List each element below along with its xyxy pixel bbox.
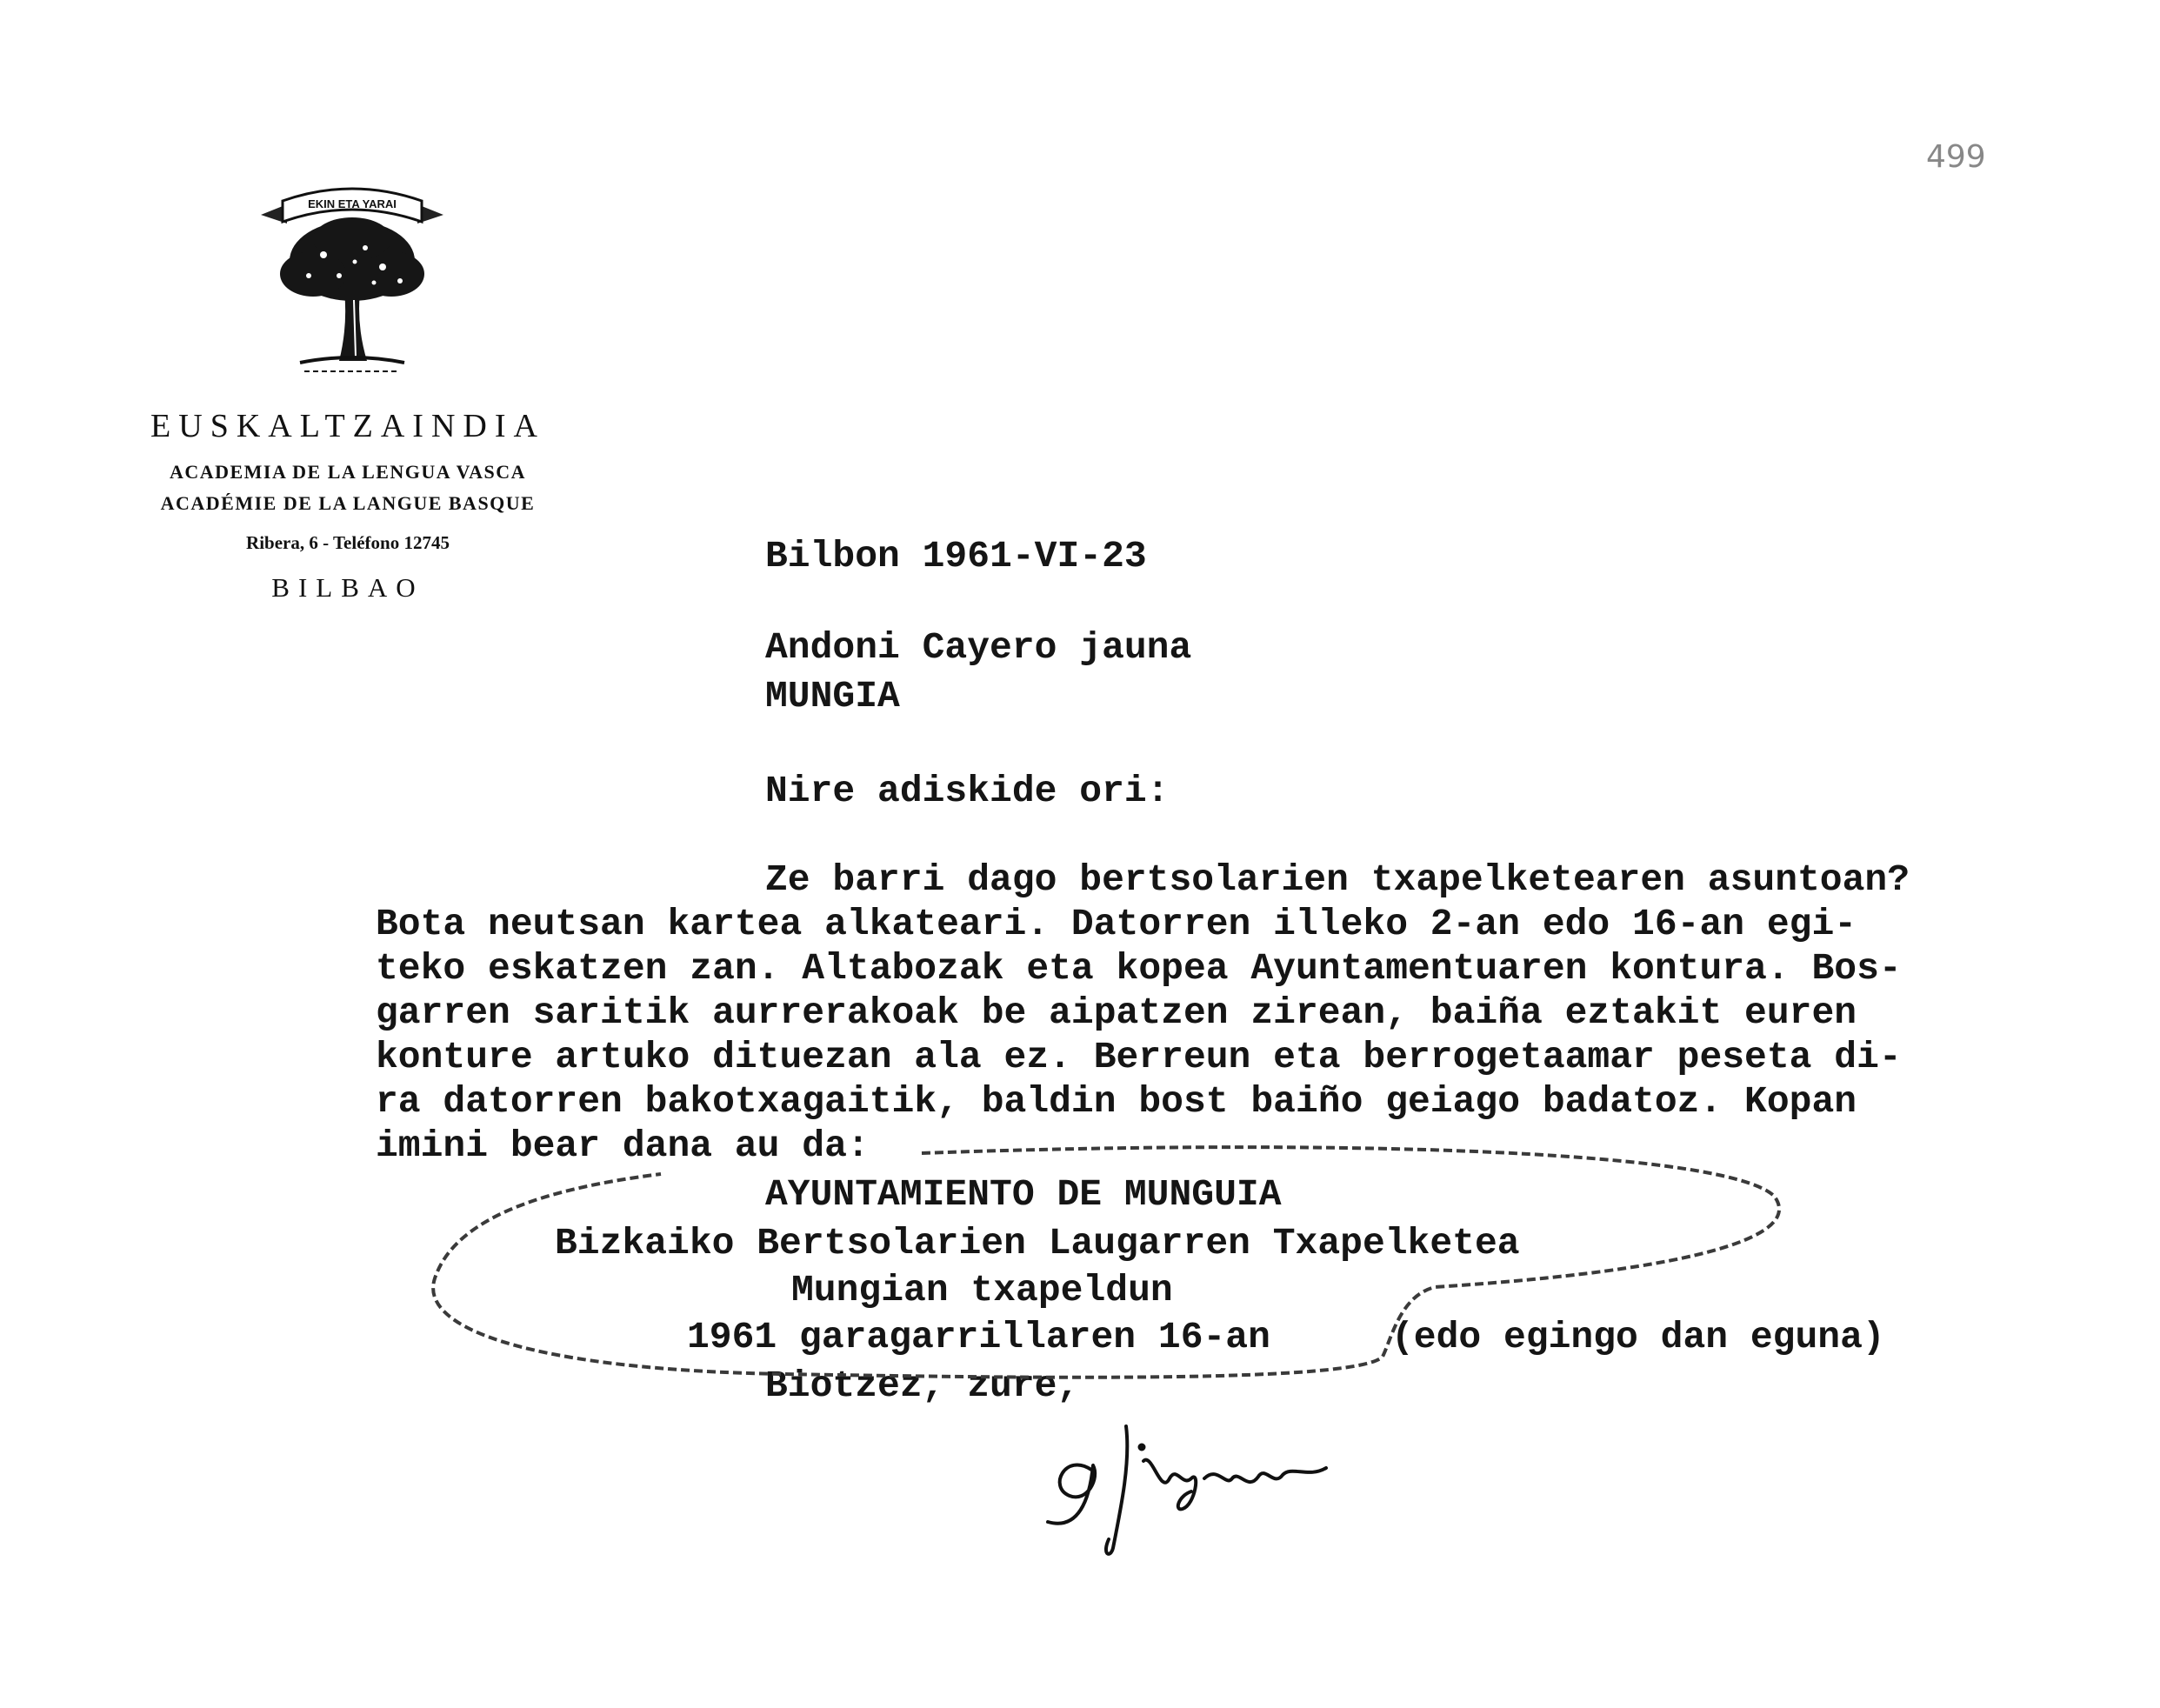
letter-date: Bilbon 1961-VI-23 xyxy=(765,535,1147,577)
body-line: konture artuko dituezan ala ez. Berreun eta berrogetaamar peseta di- xyxy=(376,1036,1902,1078)
inscription-note: (edo egingo dan eguna) xyxy=(1391,1316,1885,1358)
tree-emblem-logo xyxy=(252,178,452,383)
institution-name-spanish: ACADEMIA DE LA LENGUA VASCA xyxy=(169,461,527,483)
letter-body xyxy=(376,857,2123,1168)
inscription-line: Mungian txapeldun xyxy=(791,1269,1173,1311)
body-line: teko eskatzen zan. Altabozak eta kopea Ayuntamentuaren kontura. Bos- xyxy=(376,947,1902,990)
archive-number: 499 xyxy=(1926,139,1986,175)
inscription-line: Bizkaiko Bertsolarien Laugarren Txapelketea xyxy=(555,1222,1520,1264)
inscription-line: 1961 garagarrillaren 16-an xyxy=(687,1316,1270,1358)
institution-name: EUSKALTZAINDIA xyxy=(150,408,545,444)
institution-city: BILBAO xyxy=(271,572,424,603)
body-line: imini bear dana au da: xyxy=(376,1124,870,1167)
handwritten-signature xyxy=(1030,1418,1343,1565)
inscription-line: AYUNTAMIENTO DE MUNGUIA xyxy=(765,1173,1282,1216)
closing-line: Biotzez, zure, xyxy=(765,1364,1080,1407)
salutation: Nire adiskide ori: xyxy=(765,770,1170,812)
institution-address: Ribera, 6 - Teléfono 12745 xyxy=(246,532,450,553)
recipient-name: Andoni Cayero jauna xyxy=(765,626,1192,669)
body-line: Ze barri dago bertsolarien txapelketearen asuntoan? xyxy=(765,858,1910,901)
motto-text: EKIN ETA YARAI xyxy=(308,197,397,210)
body-line: Bota neutsan kartea alkateari. Datorren illeko 2-an edo 16-an egi- xyxy=(376,903,1857,945)
recipient-place: MUNGIA xyxy=(765,675,900,717)
body-line: garren saritik aurrerakoak be aipatzen zirean, baiña eztakit euren xyxy=(376,991,1857,1034)
institution-name-french: ACADÉMIE DE LA LANGUE BASQUE xyxy=(160,492,536,514)
body-line: ra datorren bakotxagaitik, baldin bost baiño geiago badatoz. Kopan xyxy=(376,1080,1857,1123)
